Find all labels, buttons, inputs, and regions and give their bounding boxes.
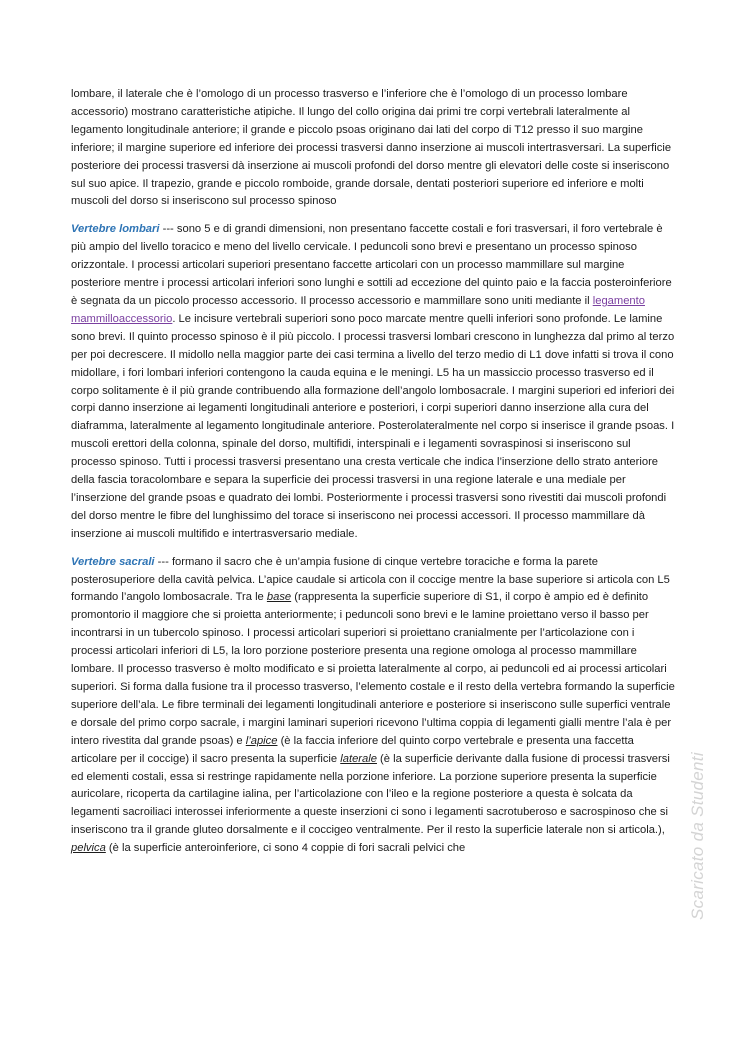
link-legamento-mammilloaccessorio[interactable]: legamento mammilloaccessorio <box>71 294 645 325</box>
lumbar-text-part-2: . Le incisure vertebrali superiori sono poco marcate mentre quelli inferiori sono profonde. Le lamine sono brevi. Il quinto processo spinoso è il più piccolo. I processi trasversi lombari crescono in lunghezza dal primo al terzo per poi decrescere. Il midollo nella maggior parte dei casi termina a livello del terzo medio di L1 dove infatti si trova il cono midollare, i fori lombari inferiori contengono la cauda equina e le meningi. L5 ha un massiccio processo trasverso ed il corpo solitamente è il più grande contribuendo alla formazione dell’angolo lombosacrale. I margini superiori ed inferiori dei corpi danno inserzione ai legamenti longitudinali anteriore e posteriori, i corpi superiori danno inserzione alla cura del diaframma, lateralmente al legamento longitudinale anteriore. Posterolateralmente nel corpo si inserisce il grande psoas. I muscoli erettori della colonna, spinale del dorso, multifidi, interspinali e i legamenti sovraspinosi si inseriscono sul processo spinoso. Tutti i processi trasversi presentano una cresta verticale che indica l’inserzione dello strato anteriore della fascia toracolombare e separa la superficie dei processi trasversi in una regione laterale e una mediale per l’inserzione del grande psoas e quadrato dei lombi. Posteriormente i processi trasversi sono rivestiti dai muscoli profondi del dorso mentre le fibre del lunghissimo del torace si inseriscono nei processi accessori. Il processo mammillare dà inserzione ai muscoli multifido e intertrasversario mediale. <box>71 312 675 540</box>
sacral-text-part-4: (è la superficie derivante dalla fusione di processi trasversi ed elementi costali, essa si restringe rapidamente nella porzione inferiore. La porzione superiore presenta la superficie auricolare, ricoperta da cartilagine ialina, per l’articolazione con l’ileo e la regione posteriore a questa è solcata da legamenti sacroiliaci interossei inferiormente a queste inserzioni ci sono i legamenti sacrotuberoso e sacrospinoso che si inseriscono tra il grande gluteo dorsalmente e il coccigeo ventralmente. Per il resto la superficie laterale non si articola.), <box>71 752 670 837</box>
body-text <box>71 86 677 868</box>
paragraph-cervical-continuation: lombare, il laterale che è l’omologo di un processo trasverso e l’inferiore che è l’omologo di un processo lombare accessorio) mostrano caratteristiche atipiche. Il lungo del collo origina dai primi tre corpi vertebrali lateralmente al legamento longitudinale anteriore; il grande e piccolo psoas originano dai lati del corpo di T12 presso il suo margine inferiore; il margine superiore ed inferiore dei processi trasversi danno inserzione ai muscoli intertrasversari. La superficie posteriore dei processi trasversi dà inserzione ai muscoli profondi del dorso mentre gli elevatori delle coste si inseriscono sul suo apice. Il trapezio, grande e piccolo romboide, grande dorsale, dentati posteriori superiore ed inferiore e molti muscoli del dorso si inseriscono sul processo spinoso <box>71 88 672 208</box>
sacral-text-part-5: (è la superficie anteroinferiore, ci sono 4 coppie di fori sacrali pelvici che <box>105 842 466 855</box>
sacral-text-part-3: (è la faccia inferiore del quinto corpo vertebrale e presenta una faccetta articolare per il coccige) il sacro presenta la superficie <box>71 734 634 765</box>
paragraph-lumbar-vertebrae <box>71 221 677 543</box>
term-pelvica: pelvica <box>71 842 106 855</box>
term-laterale: laterale <box>340 752 377 765</box>
sacral-text-part-1: --- formano il sacro che è un’ampia fusione di cinque vertebre toraciche e forma la parete posterosuperiore della cavità pelvica. L’apice caudale si articola con il coccige mentre la base superiore si articola con L5 formando l’angolo lombosacrale. Tra le <box>71 555 670 604</box>
sacral-text-part-2: (rappresenta la superficie superiore di S1, il corpo è ampio ed è definito promontorio il maggiore che si proietta anteriormente; i peduncoli sono brevi e le lamine proiettano verso il basso per incontrarsi in un tubercolo spinoso. I processi articolari superiori si proiettano cranialmente per l’articolazione con i processi articolari inferiori di L5, la loro porzione posteriore presenta una regione omologa al processo mammillare lombare. Il processo trasverso è molto modificato e si proietta lateralmente al corpo, ai peduncoli ed ai processi articolari superiori. Si forma dalla fusione tra il processo trasverso, l’elemento costale e il resto della vertebra formando la superficie superiore dell’ala. Le fibre terminali dei legamenti longitudinali anteriore e posteriore si inseriscono sulle superfici ventrale e dorsale del primo corpo sacrale, i margini laminari superiori ricevono l’ultima coppia di legamenti gialli mentre l’ala è per intero rivestita dal grande psoas) e <box>71 591 675 747</box>
lumbar-text-part-1: --- sono 5 e di grandi dimensioni, non presentano faccette costali e fori trasversari, il foro vertebrale è più ampio del livello toracico e meno del livello cervicale. I peduncoli sono brevi e presentano un processo spinoso orizzontale. I processi articolari superiori presentano faccette articolari con un processo mammillare sul margine posteriore mentre i processi articolari inferiori sono lunghi e sottili ad eccezione del quinto paio e la faccia posteroinferiore è segnata da un piccolo processo accessorio. Il processo accessorio e mammillare sono uniti mediante il <box>71 223 672 307</box>
paragraph-sacral-vertebrae <box>71 554 677 858</box>
heading-lumbar-vertebrae: Vertebre lombari <box>71 223 160 236</box>
heading-sacral-vertebrae: Vertebre sacrali <box>71 555 155 568</box>
term-base: base <box>266 591 292 604</box>
term-apice: l’apice <box>245 734 278 747</box>
side-watermark: Scaricato da Studenti <box>688 752 707 920</box>
